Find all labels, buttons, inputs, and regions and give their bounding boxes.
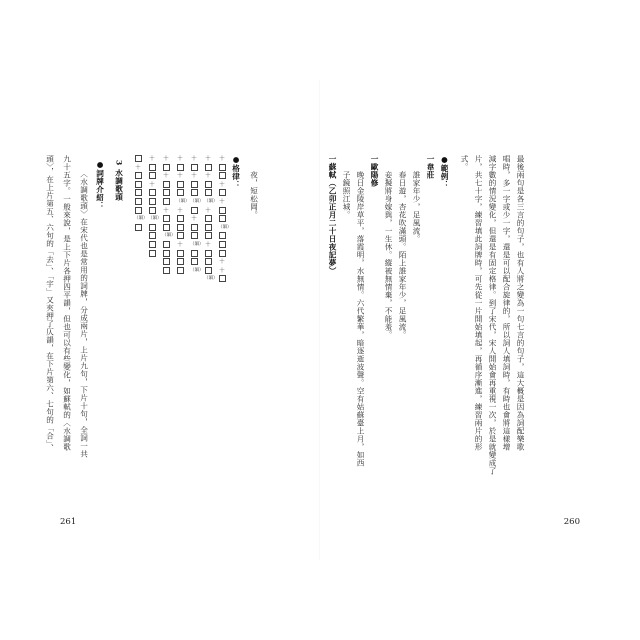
tone-cell (191, 258, 198, 265)
tone-cell (163, 198, 170, 205)
tone-cell (205, 267, 212, 274)
tone-cell (191, 250, 198, 257)
text-column: 九十五字。一般來說，是上下片各押四平韻，但也可以有些變化，如蘇軾的〈水調歌 (62, 155, 72, 451)
tone-cell (163, 215, 170, 222)
poem-line: 子鏡照江城。 (342, 155, 351, 219)
rhyme-mark: （韻） (190, 198, 204, 204)
tone-cell (149, 241, 156, 248)
tone-mark-plus: ＋ (162, 171, 170, 180)
rhyme-mark: （韻） (162, 233, 176, 239)
poem-line: 春日遊，杏花吹滿頭。陌上誰家年少，足風流。 (398, 155, 407, 339)
tone-cell (135, 189, 142, 196)
tone-cell (219, 232, 226, 239)
tone-cell (177, 267, 184, 274)
tone-cell (205, 189, 212, 196)
example-heading: ●範例： (440, 155, 449, 189)
rhyme-mark: （韻） (204, 198, 218, 204)
text-column: 最後兩句是各三言的句子，也有人將之變為一句七言的句子，這大概是因為詞配樂歌 (516, 155, 525, 451)
tone-cell (135, 172, 142, 179)
tone-cell (149, 189, 156, 196)
tone-mark-plus: ＋ (162, 205, 170, 214)
tone-mark-plus: ＋ (148, 179, 156, 188)
tone-cell (191, 181, 198, 188)
section-subheading: ●詞牌介紹： (95, 160, 105, 210)
tone-cell (163, 181, 170, 188)
tone-cell (191, 189, 198, 196)
tone-cell (177, 258, 184, 265)
tone-grid-column (134, 155, 148, 232)
tone-cell (135, 207, 142, 214)
tone-cell (149, 198, 156, 205)
tone-cell (149, 232, 156, 239)
tone-cell (191, 232, 198, 239)
tone-cell (219, 207, 226, 214)
tone-mark-plus: ＋ (190, 214, 198, 223)
tone-cell (205, 232, 212, 239)
poem-line: 晚日金陵岸草平，落霞明，水無情。六代繁華，暗逐逝波聲。空有姑蘇臺上月，如西 (356, 155, 365, 467)
tone-cell (177, 181, 184, 188)
tone-cell (177, 189, 184, 196)
text-column: 頭〉，在上片第五、六句的「去」、「宇」又夾押了仄韻，在下片第六、七句的「合」、 (45, 155, 55, 452)
author-heading: 一韋莊 (426, 155, 435, 179)
rhyme-mark: （韻） (176, 198, 190, 204)
rhyme-mark: （韻） (190, 241, 204, 247)
tone-cell (177, 232, 184, 239)
tone-cell (163, 250, 170, 257)
tone-mark-plus: ＋ (190, 171, 198, 180)
author-heading: 一歐陽修 (370, 155, 379, 187)
tone-cell (205, 224, 212, 231)
tone-cell (219, 164, 226, 171)
tone-cell (135, 155, 142, 162)
tone-cell (219, 215, 226, 222)
tone-grid-column (204, 154, 218, 284)
tone-mark-plus: ＋ (218, 196, 226, 205)
page-number-left: 261 (60, 517, 77, 527)
poem-line: 誰家年少，足風流。 (412, 155, 421, 243)
tone-cell (149, 164, 156, 171)
tone-mark-plus: ＋ (218, 154, 226, 162)
tone-cell (191, 207, 198, 214)
text-column: 〈水調歌頭〉在宋代也是常用的詞牌，分成兩片，上片九句，下片十句，全詞一共 (79, 170, 89, 458)
tone-cell (135, 181, 142, 188)
rhyme-mark: （韻） (134, 216, 148, 222)
tone-mark-plus: ＋ (204, 171, 212, 180)
text-column: 片，共七十字，練習填此詞牌時，可先從一片開始填起，再循序漸進，練習兩片的形 (474, 155, 483, 451)
tone-mark-plus: ＋ (204, 154, 212, 162)
tone-mark-plus: ＋ (162, 154, 170, 162)
tone-cell (191, 164, 198, 171)
tone-mark-plus: ＋ (190, 154, 198, 162)
tone-cell (149, 224, 156, 231)
tone-cell (219, 241, 226, 248)
tone-cell (205, 258, 212, 265)
tone-cell (163, 189, 170, 196)
tone-cell (149, 250, 156, 257)
rhyme-mark: （韻） (218, 224, 232, 230)
tone-cell (149, 172, 156, 179)
tone-grid-column (148, 154, 162, 258)
tone-mark-plus: ＋ (204, 239, 212, 248)
pattern-heading: ●格律： (231, 155, 241, 189)
poem-line: 妾擬將身嫁與，一生休。縱被無情棄，不能羞。 (384, 155, 393, 339)
tone-cell (163, 267, 170, 274)
rhyme-mark: （韻） (204, 276, 218, 282)
text-column: 式。 (460, 155, 469, 171)
text-column: 減字數的情況變化，但還是有固定格律。到了宋代，宋人開始會再重視一次，於是就變成了 (488, 155, 497, 475)
tone-cell (219, 172, 226, 179)
tone-cell (177, 164, 184, 171)
tone-mark-plus: ＋ (176, 205, 184, 214)
tone-mark-plus: ＋ (218, 179, 226, 188)
tone-cell (205, 215, 212, 222)
tone-cell (205, 250, 212, 257)
tone-cell (219, 275, 226, 282)
text-column: 唱時，多一字或少一字，還是可以配合旋律的，所以詞人填詞時，有時也會將這樣增 (502, 155, 511, 451)
tone-cell (149, 207, 156, 214)
tone-grid-column (176, 154, 190, 275)
tone-cell (191, 224, 198, 231)
tone-cell (219, 250, 226, 257)
tone-cell (163, 258, 170, 265)
tone-grid-column (218, 154, 232, 284)
tone-cell (177, 250, 184, 257)
tone-mark-plus: ＋ (218, 257, 226, 266)
tone-mark-plus: ＋ (176, 154, 184, 162)
tone-cell (205, 181, 212, 188)
tone-mark-plus: ＋ (218, 265, 226, 274)
rhyme-mark: （韻） (148, 216, 162, 222)
tone-cell (219, 189, 226, 196)
tone-cell (163, 224, 170, 231)
section-heading: 3 水調歌頭 (114, 160, 124, 201)
tone-grid-column (162, 154, 176, 275)
rhyme-mark: （韻） (190, 267, 204, 273)
tone-mark-plus: ＋ (204, 205, 212, 214)
tone-mark-plus: ＋ (148, 154, 156, 162)
tone-mark-plus: ＋ (176, 239, 184, 248)
tone-cell (163, 164, 170, 171)
page-number-right: 260 (563, 517, 580, 527)
tone-mark-plus: ＋ (176, 171, 184, 180)
poem-line: 夜，短松岡。 (249, 155, 259, 219)
tone-grid-column (190, 154, 204, 275)
author-heading: 一蘇軾（乙卯正月二十日夜記夢） (328, 155, 337, 275)
book-gutter (319, 80, 320, 560)
tone-cell (135, 198, 142, 205)
tone-cell (205, 164, 212, 171)
tone-cell (163, 241, 170, 248)
tone-cell (135, 224, 142, 231)
tone-cell (177, 224, 184, 231)
tone-mark-plus: ＋ (134, 162, 142, 171)
tone-cell (177, 215, 184, 222)
